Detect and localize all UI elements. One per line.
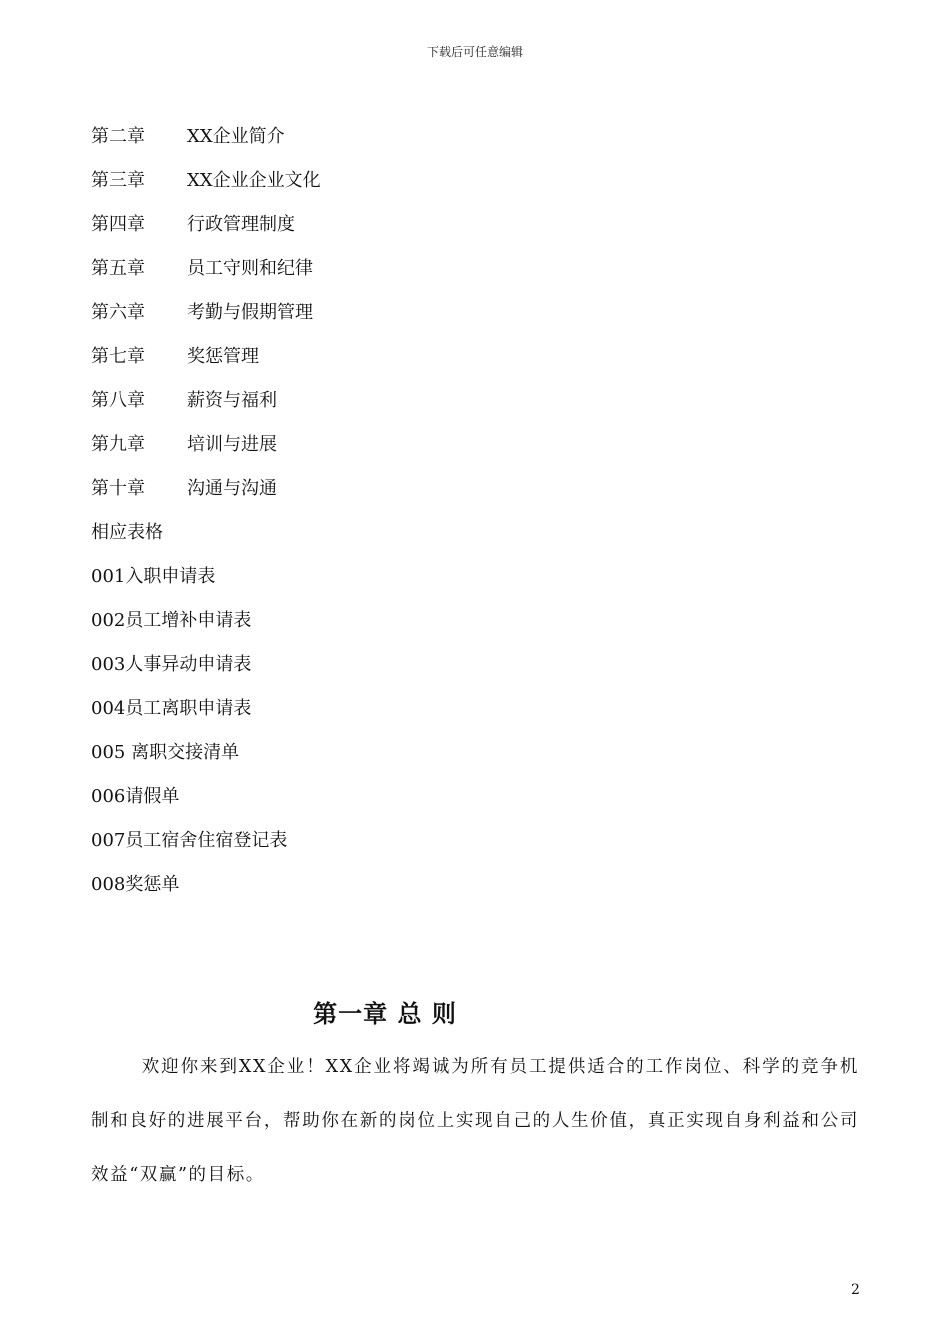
toc-chapter-title: XX企业企业文化: [187, 170, 321, 191]
toc-chapter-number: 第八章: [91, 390, 145, 411]
toc-entry: [91, 386, 791, 430]
toc-chapter-title: 考勤与假期管理: [187, 302, 313, 323]
forms-heading: 相应表格: [91, 522, 163, 543]
toc-entry: [91, 166, 791, 210]
page-number: 2: [851, 1282, 860, 1298]
toc-entry: [91, 298, 791, 342]
form-entry: 005 离职交接清单: [91, 742, 240, 763]
toc-entry: [91, 342, 791, 386]
form-entry: 008奖惩单: [91, 874, 180, 895]
toc-chapter-title: 沟通与沟通: [187, 478, 277, 499]
toc-chapter-title: XX企业简介: [187, 126, 285, 147]
form-entry: 004员工离职申请表: [91, 698, 252, 719]
form-entry: 001入职申请表: [91, 566, 216, 587]
form-entry: 007员工宿舍住宿登记表: [91, 830, 288, 851]
toc-chapter-title: 奖惩管理: [187, 346, 259, 367]
toc-entry: [91, 430, 791, 474]
intro-paragraph: 欢迎你来到XX企业！XX企业将竭诚为所有员工提供适合的工作岗位、科学的竞争机制和良好的进展平台，帮助你在新的岗位上实现自己的人生价值，真正实现自身利益和公司效益“双赢”的目标。: [91, 1057, 859, 1185]
toc-entry: [91, 122, 791, 166]
toc-entry: [91, 254, 791, 298]
toc-chapter-number: 第四章: [91, 214, 145, 235]
toc-chapter-title: 员工守则和纪律: [187, 258, 313, 279]
toc-entry: [91, 210, 791, 254]
chapter-title: 第一章 总 则: [313, 999, 457, 1028]
toc-chapter-number: 第五章: [91, 258, 145, 279]
toc-chapter-number: 第七章: [91, 346, 145, 367]
table-of-contents: [91, 122, 791, 914]
toc-chapter-number: 第二章: [91, 126, 145, 147]
toc-entry: [91, 474, 791, 518]
toc-chapter-number: 第六章: [91, 302, 145, 323]
toc-chapter-title: 行政管理制度: [187, 214, 295, 235]
form-entry: 003人事异动申请表: [91, 654, 252, 675]
toc-chapter-title: 薪资与福利: [187, 390, 277, 411]
toc-chapter-number: 第三章: [91, 170, 145, 191]
form-entry: 006请假单: [91, 786, 180, 807]
form-entry: 002员工增补申请表: [91, 610, 252, 631]
page-header: 下载后可任意编辑: [426, 45, 523, 59]
toc-chapter-number: 第九章: [91, 434, 145, 455]
toc-chapter-title: 培训与进展: [187, 434, 277, 455]
toc-chapter-number: 第十章: [91, 478, 145, 499]
